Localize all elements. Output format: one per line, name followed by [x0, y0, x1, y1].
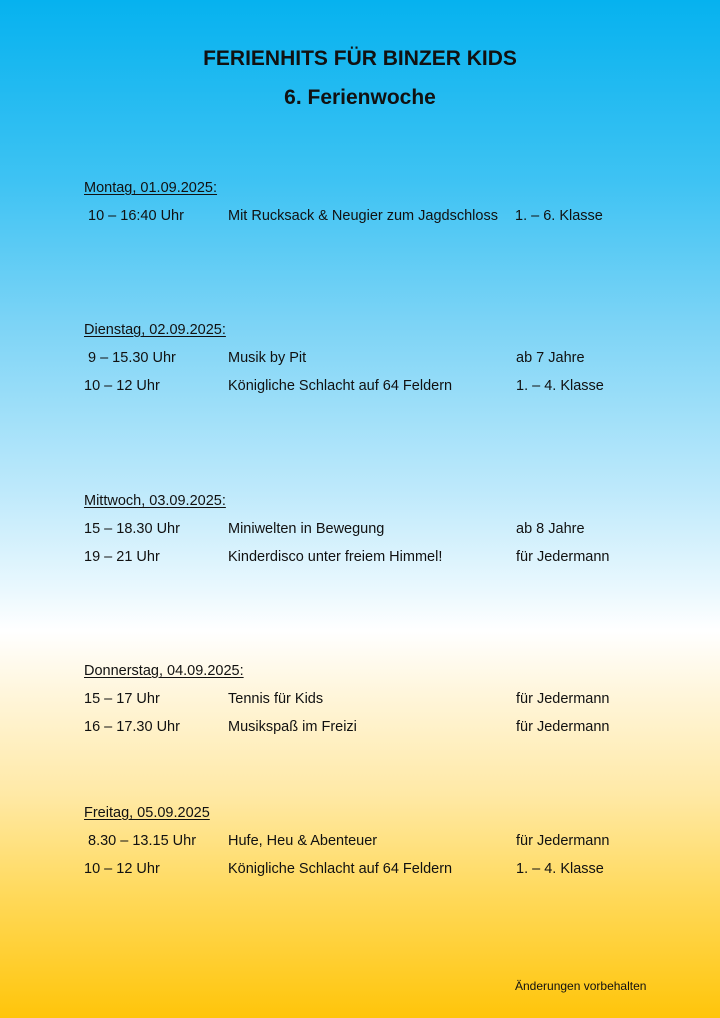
event-audience: ab 7 Jahre [516, 350, 585, 366]
event-time: 15 – 17 Uhr [84, 691, 160, 707]
event-audience: für Jedermann [516, 719, 610, 735]
event-time: 15 – 18.30 Uhr [84, 521, 180, 537]
event-time: 8.30 – 13.15 Uhr [88, 833, 197, 849]
event-activity: Königliche Schlacht auf 64 Feldern [228, 378, 453, 394]
event-activity: Miniwelten in Bewegung [228, 521, 385, 537]
event-row [84, 719, 644, 739]
event-row [84, 691, 644, 711]
event-row [84, 833, 644, 853]
page-title: FERIENHITS FÜR BINZER KIDS [203, 47, 517, 70]
event-audience: für Jedermann [516, 833, 610, 849]
event-activity: Hufe, Heu & Abenteuer [228, 833, 378, 849]
event-time: 9 – 15.30 Uhr [88, 350, 176, 366]
event-audience: ab 8 Jahre [516, 521, 585, 537]
page-subtitle: 6. Ferienwoche [284, 86, 436, 109]
event-time: 19 – 21 Uhr [84, 549, 160, 565]
event-activity: Musik by Pit [228, 350, 307, 366]
event-audience: 1. – 6. Klasse [515, 208, 603, 224]
event-activity: Musikspaß im Freizi [228, 719, 357, 735]
event-time: 10 – 12 Uhr [84, 378, 160, 394]
day-heading-tuesday: Dienstag, 02.09.2025: [84, 322, 226, 338]
day-heading-friday: Freitag, 05.09.2025 [84, 805, 210, 821]
day-heading-monday: Montag, 01.09.2025: [84, 180, 218, 196]
day-heading-wednesday: Mittwoch, 03.09.2025: [84, 493, 226, 509]
event-time: 10 – 12 Uhr [84, 861, 160, 877]
event-time: 16 – 17.30 Uhr [84, 719, 180, 735]
event-row [84, 861, 644, 881]
event-audience: für Jedermann [516, 549, 610, 565]
event-audience: für Jedermann [516, 691, 610, 707]
event-row [84, 549, 644, 569]
event-audience: 1. – 4. Klasse [516, 378, 604, 394]
event-time: 10 – 16:40 Uhr [88, 208, 184, 224]
day-heading-thursday: Donnerstag, 04.09.2025: [84, 663, 244, 679]
event-activity: Mit Rucksack & Neugier zum Jagdschloss [228, 208, 498, 224]
disclaimer-note: Änderungen vorbehalten [515, 979, 647, 993]
event-activity: Tennis für Kids [228, 691, 324, 707]
event-row [84, 521, 644, 541]
event-row [84, 350, 644, 370]
event-audience: 1. – 4. Klasse [516, 861, 604, 877]
event-row [84, 208, 644, 228]
event-activity: Königliche Schlacht auf 64 Feldern [228, 861, 453, 877]
event-activity: Kinderdisco unter freiem Himmel! [228, 549, 443, 565]
event-row [84, 378, 644, 398]
